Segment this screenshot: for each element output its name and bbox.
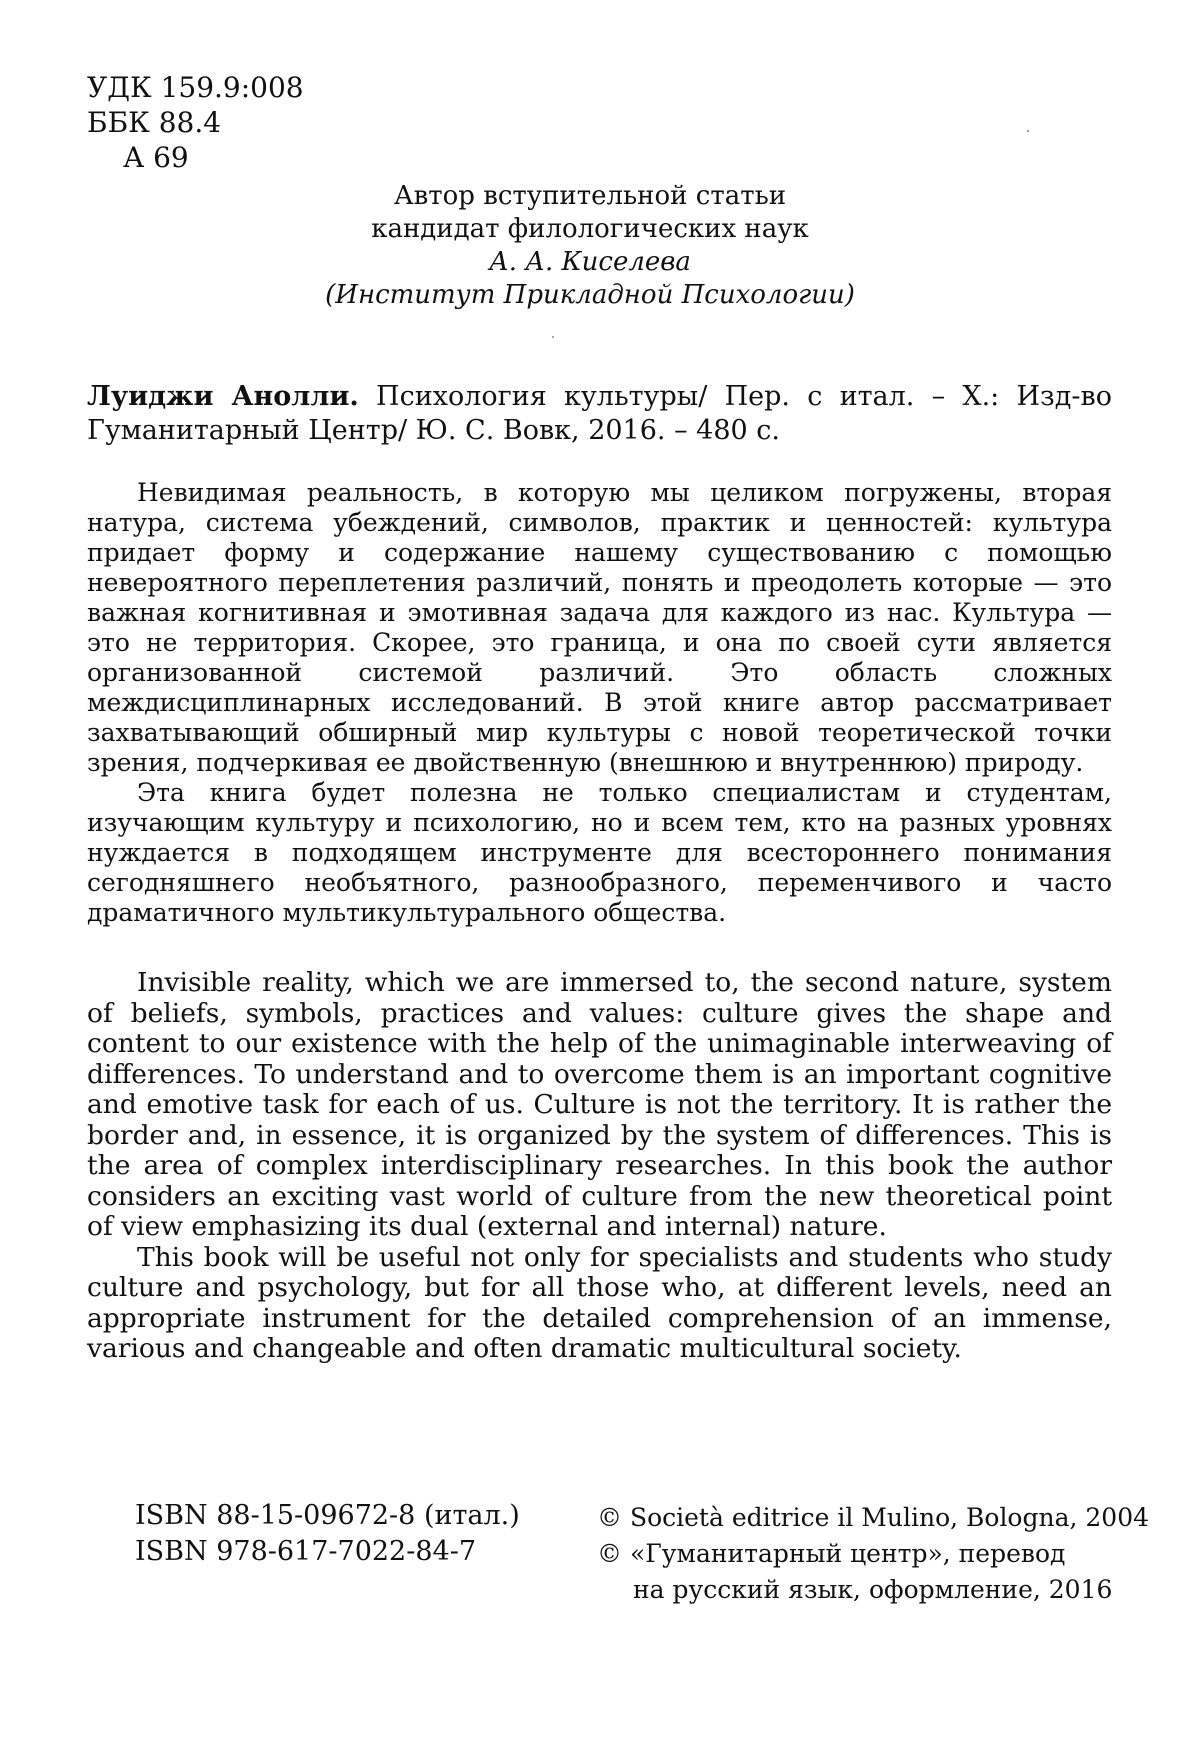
copyright-translation-cont: на русский язык, оформление, 2016 [633,1575,1113,1604]
abstract-russian [87,478,1112,928]
abstract-english [87,968,1112,1365]
copyright-block [597,1500,1149,1608]
classification-codes [87,70,304,175]
intro-author-block [240,180,940,312]
bibliographic-record [87,380,1112,448]
isbn-block [135,1498,520,1570]
intro-line-2: кандидат филологических наук [371,214,809,244]
copyright-translation: © «Гуманитарный центр», перевод [597,1539,1066,1568]
author-mark: А 69 [123,141,189,174]
abstract-en-paragraph-1: Invisible reality, which we are immersed to, the second nature, system of beliefs, symbols, practices and values: culture gives the shape and content to our existence with the help of the unimaginable interweaving of differences. To understand and to overcome them is an important cognitive and emotive task for each of us. Culture is not the territory. It is rather the border and, in essence, it is organized by the system of differences. This is the area of complex interdisciplinary researches. In this book the author considers an exciting vast world of culture from the new theoretical point of view emphasizing its dual (external and internal) nature. [87,967,1112,1242]
bbk-code: ББК 88.4 [87,106,222,139]
isbn-translation: ISBN 978-617-7022-84-7 [135,1536,477,1567]
abstract-en-paragraph-2: This book will be useful not only for specialists and students who study culture and psychology, but for all those who, at different levels, need an appropriate instrument for the detailed comprehension of an immense, various and changeable and often dramatic multicultural society. [87,1241,1112,1364]
bibliographic-details: Психология культуры/ Пер. с итал. – Х.: Изд-во Гуманитарный Центр/ Ю. С. Вовк, 2016. – 480 с. [87,381,1112,446]
copyright-original: © Società editrice il Mulino, Bologna, 2004 [597,1503,1150,1532]
speck [552,336,554,338]
abstract-ru-paragraph-1: Невидимая реальность, в которую мы целиком погружены, вторая натура, система убеждений, символов, практик и ценностей: культура придает форму и содержание нашему существованию с помощью невероятного переплетения различий, понять и преодолеть которые — это важная когнитивная и эмотивная задача для каждого из нас. Культура — это не территория. Скорее, это граница, и она по своей сути является организованной системой различий. Это область сложных междисциплинарных исследований. В этой книге автор рассматривает захватывающий обширный мир культуры с новой теоретической точки зрения, подчеркивая ее двойственную (внешнюю и внутреннюю) природу. [87,478,1112,777]
abstract-ru-paragraph-2: Эта книга будет полезна не только специалистам и студентам, изучающим культуру и психологию, но и всем тем, кто на разных уровнях нуждается в подходящем инструменте для всестороннего понимания сегодняшнего необъятного, разнообразного, переменчивого и часто драматичного мультикультурального общества. [87,778,1112,927]
udk-code: УДК 159.9:008 [87,71,304,104]
intro-line-1: Автор вступительной статьи [393,181,787,211]
intro-institute: (Институт Прикладной Психологии) [325,280,855,310]
speck [1027,130,1029,132]
intro-author-name: А. А. Киселева [489,247,691,277]
book-author: Луиджи Анолли. [87,381,359,412]
isbn-original: ISBN 88-15-09672-8 (итал.) [135,1500,520,1531]
